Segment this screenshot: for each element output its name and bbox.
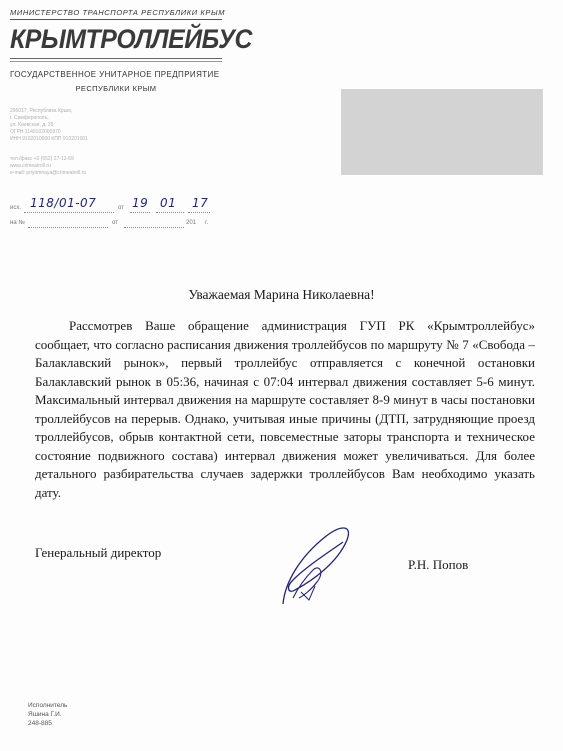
salutation: Уважаемая Марина Николаевна! bbox=[188, 287, 375, 302]
reference-year: 201 bbox=[186, 220, 197, 226]
outgoing-label: исх. bbox=[10, 205, 22, 211]
contact-line: e-mail: priyomnaya@crimeatroll.ru bbox=[10, 170, 87, 176]
reference-date-label: от bbox=[112, 220, 118, 226]
executor-label: Исполнитель bbox=[28, 702, 68, 709]
signatory-name: Р.Н. Попов bbox=[408, 557, 469, 572]
handwritten-signature bbox=[255, 512, 375, 612]
company-logo: КРЫМТРОЛЛЕЙБУС bbox=[10, 24, 252, 54]
reference-number-line bbox=[28, 227, 108, 228]
org-type: ГОСУДАРСТВЕННОЕ УНИТАРНОЕ ПРЕДПРИЯТИЕ bbox=[10, 70, 220, 79]
ministry-header: МИНИСТЕРСТВО ТРАНСПОРТА РЕСПУБЛИКИ КРЫМ bbox=[10, 8, 226, 17]
day-line bbox=[130, 212, 150, 213]
date-day: 19 bbox=[132, 196, 149, 210]
outgoing-number-line bbox=[24, 212, 114, 213]
signatory-title: Генеральный директор bbox=[35, 545, 162, 560]
contact-line: г. Симферополь, bbox=[10, 115, 49, 121]
date-year: 17 bbox=[192, 196, 209, 210]
header-divider bbox=[10, 19, 222, 20]
redacted-recipient-block bbox=[341, 89, 543, 175]
letter-body: Рассмотрев Ваше обращение администрация ГУП РК «Крымтроллейбус» сообщает, что согласно расписания движения троллейбусов по маршруту № 7 «Свобода – Балаклавский рынок», первый троллейбус отправляется с конечной остановки Балаклавский рынок в 05:36, начиная с 07:04 интервал движения составляет 5-6 минут. Максимальный интервал движения на маршруте составляет 8-9 минут в часы постановки троллейбусов на перерыв. Однако, учитывая иные причины (ДТП, затрудняющие проезд троллейбусов, обрыв контактной сети, повсеместные заторы транспорта и техническое состояние подвижного состава) интервал движения может увеличиваться. Для более детального разбирательства случаев задержки троллейбусов Вам необходимо указать дату. bbox=[35, 318, 535, 500]
contact-line: 295017, Республика Крым, bbox=[10, 108, 73, 114]
reference-year-unit: г. bbox=[205, 220, 209, 226]
date-month: 01 bbox=[160, 196, 177, 210]
executor-phone: 248-885 bbox=[28, 720, 52, 727]
contact-line: ОГРН 1149102000370 bbox=[10, 129, 61, 135]
year-line bbox=[188, 212, 210, 213]
date-label: от bbox=[118, 205, 124, 211]
outgoing-number: 118/01-07 bbox=[30, 196, 97, 210]
logo-underline-secondary bbox=[10, 61, 222, 62]
logo-underline bbox=[10, 58, 222, 59]
org-region: РЕСПУБЛИКИ КРЫМ bbox=[75, 84, 157, 93]
month-line bbox=[156, 212, 184, 213]
contact-line: ул. Киевская, д. 35 bbox=[10, 122, 54, 128]
contact-line: ИНН 9102010000 КПП 910201001 bbox=[10, 136, 88, 142]
reference-label: на № bbox=[10, 220, 25, 226]
reference-date-line bbox=[124, 227, 184, 228]
contact-line: тел./факс +3 (652) 27-12-69 bbox=[10, 156, 74, 162]
executor-name: Яшина Г.И. bbox=[28, 711, 62, 718]
contact-line: www.crimeatroll.ru bbox=[10, 163, 51, 169]
